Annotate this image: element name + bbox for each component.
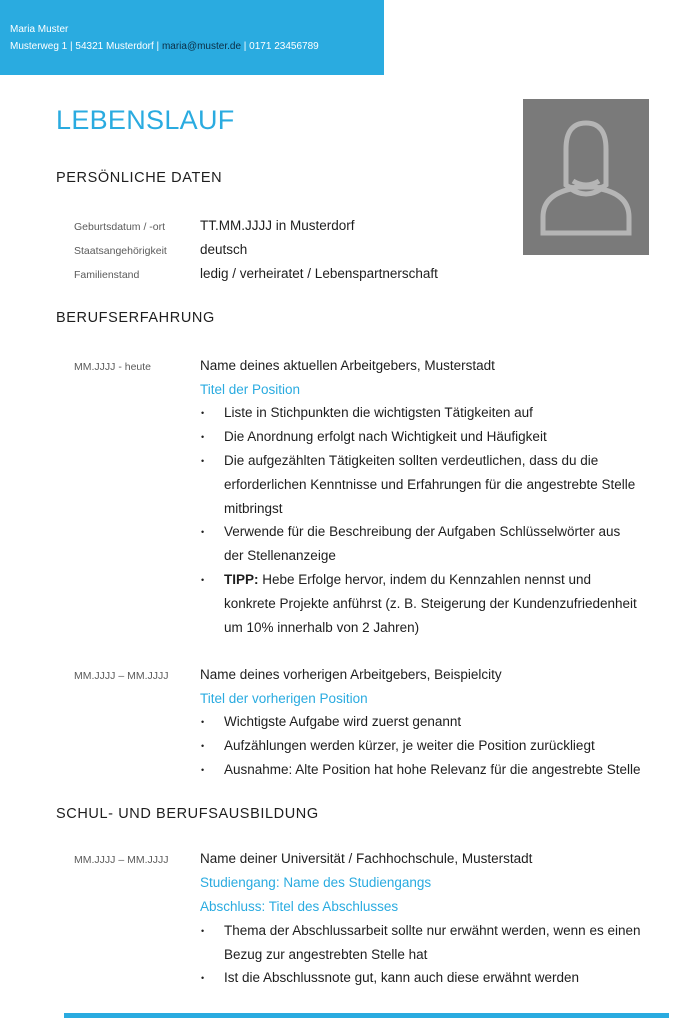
header-phone: | 0171 23456789 xyxy=(241,41,319,52)
header-bar xyxy=(0,0,384,75)
bullet-text: konkrete Projekte anführst (z. B. Steigerung der Kundenzufriedenheit xyxy=(224,596,637,611)
bullet-dot: • xyxy=(201,717,205,727)
bullet-dot: • xyxy=(201,432,205,442)
bullet-text: um 10% innerhalb von 2 Jahren) xyxy=(224,620,420,635)
section-heading-personal: PERSÖNLICHE DATEN xyxy=(56,170,223,186)
personal-value: TT.MM.JJJJ in Musterdorf xyxy=(200,218,355,233)
bullet-text: Wichtigste Aufgabe wird zuerst genannt xyxy=(224,714,462,729)
bullet-dot: • xyxy=(201,973,205,983)
header-name: Maria Muster xyxy=(10,24,69,35)
tip-text: Hebe Erfolge hervor, indem du Kennzahlen nennst und xyxy=(262,572,592,587)
personal-value: deutsch xyxy=(200,242,248,257)
bullet-text: Aufzählungen werden kürzer, je weiter die Position zurückliegt xyxy=(224,738,595,753)
bullet-dot: • xyxy=(201,575,205,585)
experience-position: Titel der vorherigen Position xyxy=(200,691,368,706)
bullet-text: Liste in Stichpunkten die wichtigsten Tätigkeiten auf xyxy=(224,405,533,420)
personal-value: ledig / verheiratet / Lebenspartnerschaft xyxy=(200,266,438,281)
bullet-text: Die Anordnung erfolgt nach Wichtigkeit und Häufigkeit xyxy=(224,429,547,444)
bullet-text: Ist die Abschlussnote gut, kann auch diese erwähnt werden xyxy=(224,970,579,985)
bullet-dot: • xyxy=(201,408,205,418)
bullet-text xyxy=(224,572,591,587)
person-silhouette-icon xyxy=(523,99,649,255)
bullet-dot: • xyxy=(201,527,205,537)
personal-label: Familienstand xyxy=(74,269,140,281)
education-institution: Name deiner Universität / Fachhochschule, Musterstadt xyxy=(200,851,533,866)
bullet-text: erforderlichen Kenntnisse und Erfahrungen für die angestrebte Stelle xyxy=(224,477,636,492)
footer-divider xyxy=(64,1013,669,1018)
bullet-dot: • xyxy=(201,765,205,775)
experience-employer: Name deines vorherigen Arbeitgebers, Beispielcity xyxy=(200,667,502,682)
section-heading-experience: BERUFSERFAHRUNG xyxy=(56,310,215,326)
education-program: Studiengang: Name des Studiengangs xyxy=(200,875,432,890)
bullet-text: Die aufgezählten Tätigkeiten sollten verdeutlichen, dass du die xyxy=(224,453,599,468)
tip-label: TIPP: xyxy=(224,572,259,587)
personal-label: Staatsangehörigkeit xyxy=(74,245,167,257)
experience-employer: Name deines aktuellen Arbeitgebers, Musterstadt xyxy=(200,358,495,373)
experience-position: Titel der Position xyxy=(200,382,301,397)
education-date: MM.JJJJ – MM.JJJJ xyxy=(74,854,169,866)
bullet-text: der Stellenanzeige xyxy=(224,548,336,563)
education-degree: Abschluss: Titel des Abschlusses xyxy=(200,899,399,914)
bullet-text: Bezug zur angestrebten Stelle hat xyxy=(224,947,428,962)
bullet-text: mitbringst xyxy=(224,501,283,516)
experience-date: MM.JJJJ – MM.JJJJ xyxy=(74,670,169,682)
profile-photo xyxy=(523,99,649,255)
bullet-dot: • xyxy=(201,741,205,751)
bullet-dot: • xyxy=(201,456,205,466)
bullet-text: Thema der Abschlussarbeit sollte nur erwähnt werden, wenn es einen xyxy=(224,923,641,938)
header-email[interactable]: maria@muster.de xyxy=(161,41,242,52)
personal-label: Geburtsdatum / -ort xyxy=(74,221,166,233)
page-title: LEBENSLAUF xyxy=(56,105,235,135)
section-heading-education: SCHUL- UND BERUFSAUSBILDUNG xyxy=(56,806,319,822)
header-contact xyxy=(10,41,319,52)
experience-date: MM.JJJJ - heute xyxy=(74,361,152,373)
bullet-text: Verwende für die Beschreibung der Aufgaben Schlüsselwörter aus xyxy=(224,524,621,539)
header-address: Musterweg 1 | 54321 Musterdorf | xyxy=(10,41,162,52)
bullet-dot: • xyxy=(201,926,205,936)
bullet-text: Ausnahme: Alte Position hat hohe Relevanz für die angestrebte Stelle xyxy=(224,762,641,777)
